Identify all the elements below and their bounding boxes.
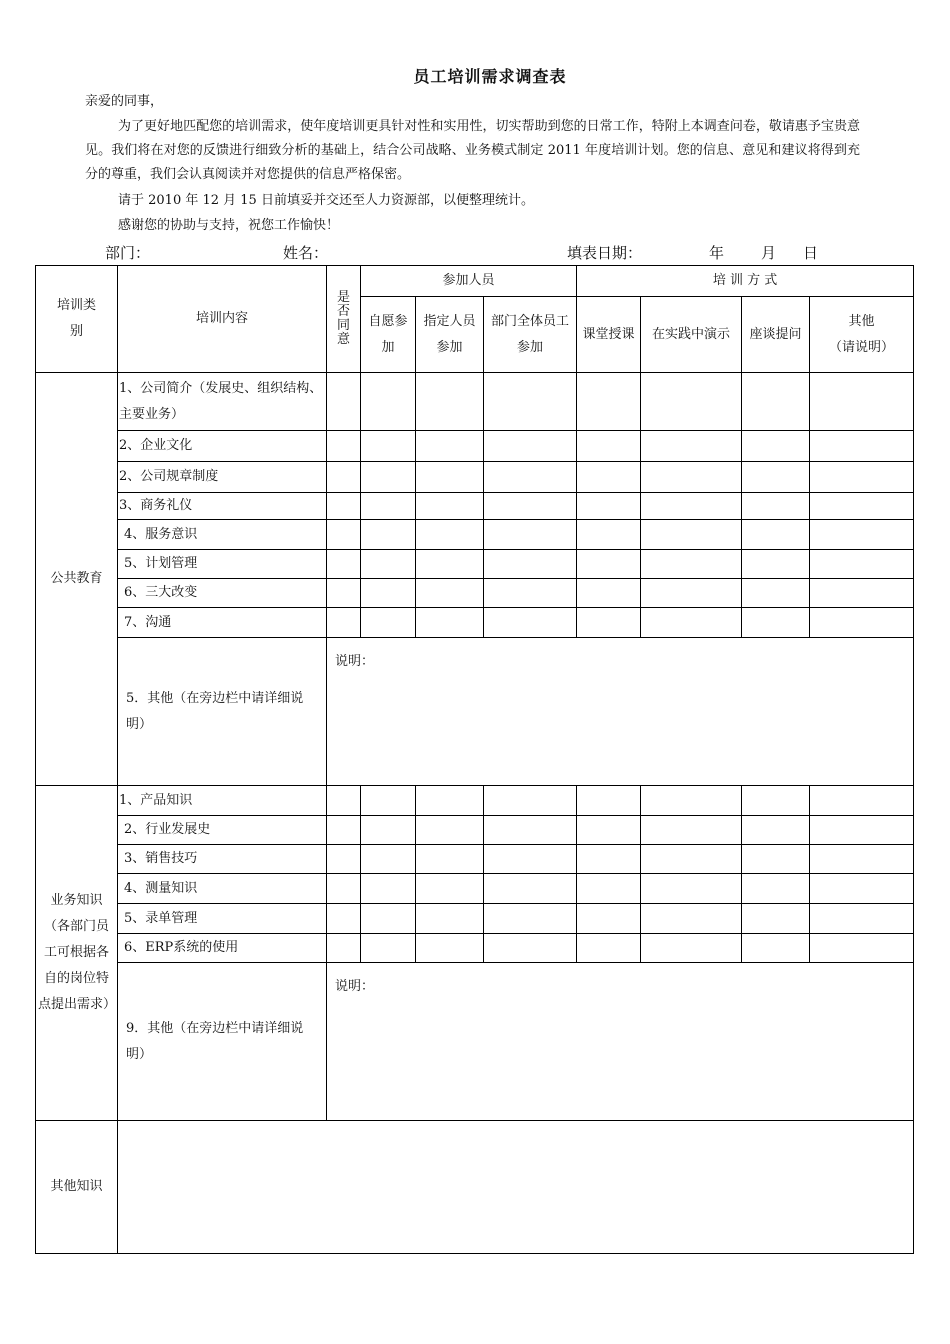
thanks-paragraph: 感谢您的协助与支持，祝您工作愉快！ bbox=[118, 218, 340, 233]
all-staff-cell[interactable] bbox=[484, 816, 577, 845]
assigned-cell[interactable] bbox=[416, 493, 484, 520]
discussion-cell[interactable] bbox=[742, 550, 810, 579]
agree-cell[interactable] bbox=[327, 904, 361, 934]
name-field[interactable] bbox=[331, 242, 561, 262]
all-staff-cell[interactable] bbox=[484, 874, 577, 904]
header-assigned: 指定人员参加 bbox=[416, 297, 484, 373]
voluntary-cell[interactable] bbox=[361, 462, 416, 493]
assigned-cell[interactable] bbox=[416, 934, 484, 963]
business-item: 6、ERP系统的使用 bbox=[118, 934, 327, 963]
all-staff-cell[interactable] bbox=[484, 934, 577, 963]
assigned-cell[interactable] bbox=[416, 816, 484, 845]
agree-cell[interactable] bbox=[327, 845, 361, 874]
all-staff-cell[interactable] bbox=[484, 431, 577, 462]
assigned-cell[interactable] bbox=[416, 579, 484, 608]
practice-cell[interactable] bbox=[641, 550, 742, 579]
deadline-paragraph: 请于 2010 年 12 月 15 日前填妥并交还至人力资源部，以便整理统计。 bbox=[118, 193, 534, 208]
agree-cell[interactable] bbox=[327, 431, 361, 462]
header-other-label: 其他 bbox=[848, 313, 875, 329]
practice-cell[interactable] bbox=[641, 608, 742, 638]
practice-cell[interactable] bbox=[641, 786, 742, 816]
business-note-field[interactable] bbox=[327, 963, 914, 1121]
header-other-note: （请说明） bbox=[829, 339, 895, 355]
discussion-cell[interactable] bbox=[742, 579, 810, 608]
agree-cell[interactable] bbox=[327, 579, 361, 608]
other-cell[interactable] bbox=[810, 816, 914, 845]
assigned-cell[interactable] bbox=[416, 462, 484, 493]
discussion-cell[interactable] bbox=[742, 786, 810, 816]
public-note-field[interactable] bbox=[327, 638, 914, 786]
practice-cell[interactable] bbox=[641, 904, 742, 934]
business-item: 5、录单管理 bbox=[118, 904, 327, 934]
header-other bbox=[810, 297, 914, 373]
all-staff-cell[interactable] bbox=[484, 608, 577, 638]
other-cell[interactable] bbox=[810, 579, 914, 608]
voluntary-cell[interactable] bbox=[361, 904, 416, 934]
voluntary-cell[interactable] bbox=[361, 874, 416, 904]
agree-cell[interactable] bbox=[327, 493, 361, 520]
assigned-cell[interactable] bbox=[416, 874, 484, 904]
public-item: 6、三大改变 bbox=[118, 579, 327, 608]
agree-cell[interactable] bbox=[327, 550, 361, 579]
all-staff-cell[interactable] bbox=[484, 550, 577, 579]
discussion-cell[interactable] bbox=[742, 845, 810, 874]
business-other-item: 9．其他（在旁边栏中请详细说明） bbox=[118, 963, 327, 1121]
business-item: 4、测量知识 bbox=[118, 874, 327, 904]
header-all-staff: 部门全体员工参加 bbox=[484, 297, 577, 373]
all-staff-cell[interactable] bbox=[484, 845, 577, 874]
voluntary-cell[interactable] bbox=[361, 493, 416, 520]
business-item: 1、产品知识 bbox=[118, 786, 327, 816]
assigned-cell[interactable] bbox=[416, 904, 484, 934]
header-methods: 培 训 方 式 bbox=[577, 266, 914, 297]
assigned-cell[interactable] bbox=[416, 786, 484, 816]
document-title: 员工培训需求调查表 bbox=[413, 67, 567, 86]
other-cell[interactable] bbox=[810, 493, 914, 520]
header-practice: 在实践中演示 bbox=[641, 297, 742, 373]
year-label: 年 bbox=[709, 244, 725, 262]
department-label: 部门： bbox=[105, 244, 151, 262]
discussion-cell[interactable] bbox=[742, 608, 810, 638]
voluntary-cell[interactable] bbox=[361, 431, 416, 462]
assigned-cell[interactable] bbox=[416, 520, 484, 550]
discussion-cell[interactable] bbox=[742, 904, 810, 934]
classroom-cell[interactable] bbox=[577, 816, 641, 845]
public-item: 1、公司简介（发展史、组织结构、主要业务） bbox=[118, 373, 327, 431]
public-item: 7、沟通 bbox=[118, 608, 327, 638]
other-cell[interactable] bbox=[810, 934, 914, 963]
other-knowledge-field[interactable] bbox=[118, 1121, 914, 1254]
all-staff-cell[interactable] bbox=[484, 579, 577, 608]
classroom-cell[interactable] bbox=[577, 550, 641, 579]
name-label: 姓名： bbox=[283, 244, 329, 262]
discussion-cell[interactable] bbox=[742, 373, 810, 431]
day-label: 日 bbox=[803, 244, 819, 262]
department-field[interactable] bbox=[145, 242, 275, 262]
classroom-cell[interactable] bbox=[577, 874, 641, 904]
voluntary-cell[interactable] bbox=[361, 845, 416, 874]
header-discussion: 座谈提问 bbox=[742, 297, 810, 373]
business-note-label: 说明： bbox=[335, 979, 375, 994]
agree-cell[interactable] bbox=[327, 608, 361, 638]
all-staff-cell[interactable] bbox=[484, 786, 577, 816]
agree-cell[interactable] bbox=[327, 462, 361, 493]
discussion-cell[interactable] bbox=[742, 520, 810, 550]
public-item: 2、企业文化 bbox=[118, 431, 327, 462]
agree-cell[interactable] bbox=[327, 373, 361, 431]
other-cell[interactable] bbox=[810, 786, 914, 816]
business-item: 2、行业发展史 bbox=[118, 816, 327, 845]
discussion-cell[interactable] bbox=[742, 874, 810, 904]
discussion-cell[interactable] bbox=[742, 934, 810, 963]
agree-cell[interactable] bbox=[327, 520, 361, 550]
practice-cell[interactable] bbox=[641, 493, 742, 520]
practice-cell[interactable] bbox=[641, 520, 742, 550]
classroom-cell[interactable] bbox=[577, 786, 641, 816]
agree-cell[interactable] bbox=[327, 816, 361, 845]
public-item: 2、公司规章制度 bbox=[118, 462, 327, 493]
voluntary-cell[interactable] bbox=[361, 608, 416, 638]
survey-table bbox=[35, 265, 914, 1254]
agree-cell[interactable] bbox=[327, 786, 361, 816]
discussion-cell[interactable] bbox=[742, 816, 810, 845]
public-category: 公共教育 bbox=[36, 373, 118, 786]
classroom-cell[interactable] bbox=[577, 493, 641, 520]
other-cell[interactable] bbox=[810, 462, 914, 493]
agree-cell[interactable] bbox=[327, 874, 361, 904]
practice-cell[interactable] bbox=[641, 431, 742, 462]
all-staff-cell[interactable] bbox=[484, 373, 577, 431]
practice-cell[interactable] bbox=[641, 934, 742, 963]
business-category: 业务知识（各部门员工可根据各自的岗位特点提出需求） bbox=[36, 786, 118, 1121]
voluntary-cell[interactable] bbox=[361, 934, 416, 963]
month-label: 月 bbox=[761, 244, 777, 262]
all-staff-cell[interactable] bbox=[484, 520, 577, 550]
classroom-cell[interactable] bbox=[577, 904, 641, 934]
classroom-cell[interactable] bbox=[577, 431, 641, 462]
business-item: 3、销售技巧 bbox=[118, 845, 327, 874]
practice-cell[interactable] bbox=[641, 373, 742, 431]
info-row bbox=[105, 242, 905, 264]
classroom-cell[interactable] bbox=[577, 608, 641, 638]
assigned-cell[interactable] bbox=[416, 550, 484, 579]
voluntary-cell[interactable] bbox=[361, 579, 416, 608]
other-cell[interactable] bbox=[810, 845, 914, 874]
header-category: 培训类别 bbox=[36, 266, 118, 373]
all-staff-cell[interactable] bbox=[484, 493, 577, 520]
assigned-cell[interactable] bbox=[416, 845, 484, 874]
voluntary-cell[interactable] bbox=[361, 816, 416, 845]
practice-cell[interactable] bbox=[641, 816, 742, 845]
header-agree: 是否同意 bbox=[327, 266, 361, 373]
other-knowledge-category: 其他知识 bbox=[36, 1121, 118, 1254]
other-cell[interactable] bbox=[810, 904, 914, 934]
classroom-cell[interactable] bbox=[577, 579, 641, 608]
classroom-cell[interactable] bbox=[577, 373, 641, 431]
header-participants: 参加人员 bbox=[361, 266, 577, 297]
public-item: 3、商务礼仪 bbox=[118, 493, 327, 520]
voluntary-cell[interactable] bbox=[361, 786, 416, 816]
classroom-cell[interactable] bbox=[577, 934, 641, 963]
header-content: 培训内容 bbox=[118, 266, 327, 373]
classroom-cell[interactable] bbox=[577, 520, 641, 550]
assigned-cell[interactable] bbox=[416, 431, 484, 462]
voluntary-cell[interactable] bbox=[361, 550, 416, 579]
all-staff-cell[interactable] bbox=[484, 904, 577, 934]
discussion-cell[interactable] bbox=[742, 431, 810, 462]
public-other-item: 5．其他（在旁边栏中请详细说明） bbox=[118, 638, 327, 786]
header-voluntary: 自愿参加 bbox=[361, 297, 416, 373]
practice-cell[interactable] bbox=[641, 462, 742, 493]
other-cell[interactable] bbox=[810, 520, 914, 550]
assigned-cell[interactable] bbox=[416, 608, 484, 638]
practice-cell[interactable] bbox=[641, 579, 742, 608]
other-cell[interactable] bbox=[810, 550, 914, 579]
public-item: 5、计划管理 bbox=[118, 550, 327, 579]
assigned-cell[interactable] bbox=[416, 373, 484, 431]
all-staff-cell[interactable] bbox=[484, 462, 577, 493]
classroom-cell[interactable] bbox=[577, 845, 641, 874]
other-cell[interactable] bbox=[810, 874, 914, 904]
voluntary-cell[interactable] bbox=[361, 373, 416, 431]
other-cell[interactable] bbox=[810, 431, 914, 462]
discussion-cell[interactable] bbox=[742, 493, 810, 520]
other-cell[interactable] bbox=[810, 373, 914, 431]
discussion-cell[interactable] bbox=[742, 462, 810, 493]
public-note-label: 说明： bbox=[335, 654, 375, 669]
agree-cell[interactable] bbox=[327, 934, 361, 963]
greeting: 亲爱的同事， bbox=[85, 94, 164, 109]
classroom-cell[interactable] bbox=[577, 462, 641, 493]
header-classroom: 课堂授课 bbox=[577, 297, 641, 373]
practice-cell[interactable] bbox=[641, 845, 742, 874]
practice-cell[interactable] bbox=[641, 874, 742, 904]
voluntary-cell[interactable] bbox=[361, 520, 416, 550]
fill-date-label: 填表日期： bbox=[567, 244, 643, 262]
intro-paragraph: 为了更好地匹配您的培训需求，使年度培训更具针对性和实用性，切实帮助到您的日常工作，特附上本调查问卷，敬请惠予宝贵意见。我们将在对您的反馈进行细致分析的基础上，结合公司战略、业务模式制定 2011 年度培训计划。您的信息、意见和建议将得到充分的尊重，我们会认真阅读并对您提供的信息严格保密。 bbox=[85, 119, 860, 182]
other-cell[interactable] bbox=[810, 608, 914, 638]
public-item: 4、服务意识 bbox=[118, 520, 327, 550]
